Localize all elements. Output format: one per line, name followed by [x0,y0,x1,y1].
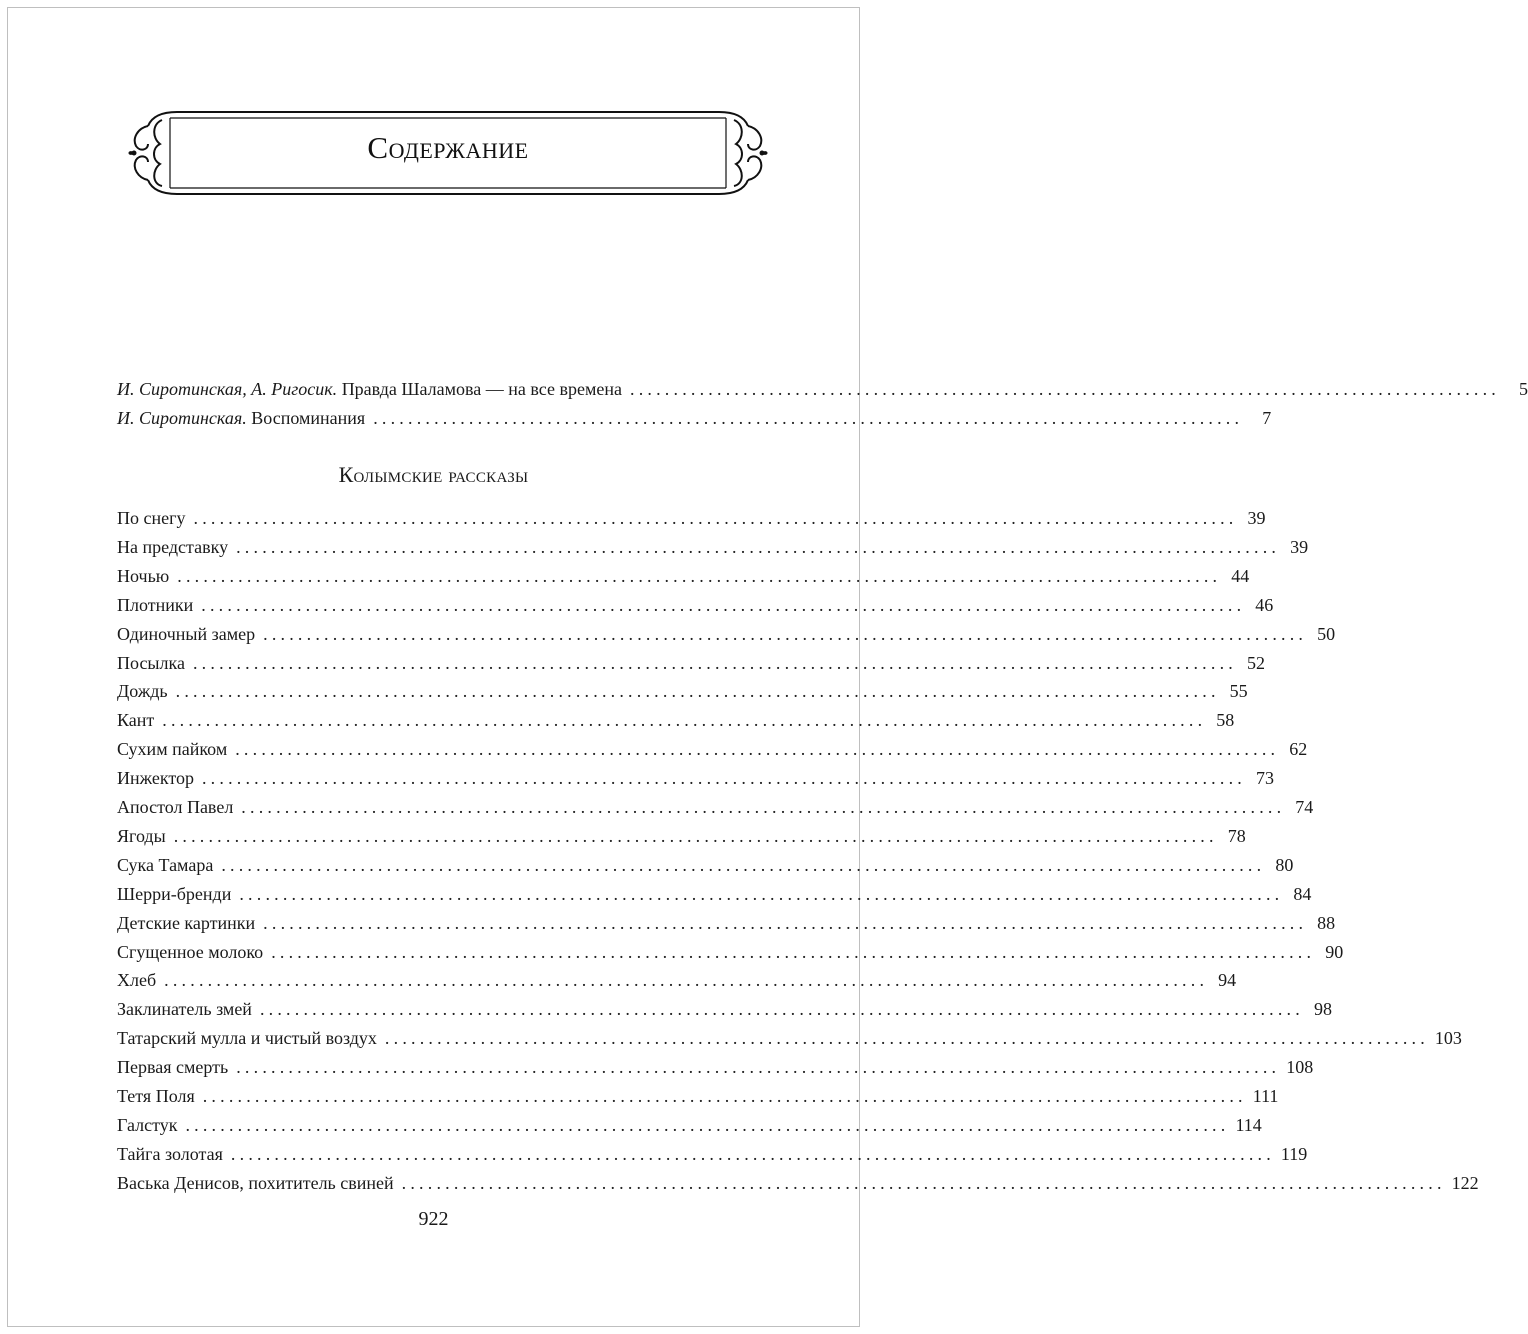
entry-title: По снегу [117,508,186,528]
dot-leader: .................................................................................................... [373,408,1244,428]
dot-leader: ........................................................................................................................ [192,652,1237,673]
entry-page: 73 [1255,768,1274,789]
dot-leader: ........................................................................................................................ [401,1172,1446,1193]
entry-page: 98 [1313,999,1332,1020]
title-frame [122,98,774,208]
toc-entry [117,707,1235,733]
dot-leader: ........................................................................................................................ [173,825,1218,846]
dot-leader: ........................................................................................................................ [259,999,1304,1020]
dot-leader: ........................................................................................................................ [202,1086,1247,1106]
toc-entry [117,996,1332,1022]
dot-leader: ........................................................................................................................ [241,797,1286,817]
toc-entry [117,563,1250,589]
entry-title: Детские картинки [117,912,256,933]
entry-page: 122 [1451,1172,1479,1193]
entry-page: 62 [1289,739,1308,760]
entry-title: Сгущенное молоко [117,941,264,962]
entry-page: 55 [1229,681,1248,702]
toc-entry [117,910,1336,936]
entry-page: 108 [1286,1057,1314,1078]
entry-title: Васька Денисов, похититель свиней [117,1172,394,1193]
entry-title: Ягоды [117,825,166,846]
toc-entry [117,376,1528,402]
toc-entry [117,505,1266,531]
toc-entry [117,794,1314,820]
entry-page: 7 [1262,408,1272,428]
toc-entry [117,621,1336,647]
entry-title: Апостол Павел [117,797,234,817]
entry-page: 111 [1252,1086,1279,1106]
entry-page: 39 [1290,536,1309,557]
entry-title: На представку [117,536,229,557]
toc-entry [117,823,1246,849]
page-number: 922 [418,1208,449,1230]
entry-title: Сухим пайком [117,739,228,760]
toc-entry [117,1170,1479,1196]
dot-leader: ........................................................................................................................ [235,739,1280,760]
entry-page: 39 [1247,508,1266,528]
entry-title: Дождь [117,681,168,702]
dot-leader: ........................................................................................................................ [162,710,1207,731]
dot-leader: ........................................................................................................................ [201,768,1246,789]
dot-leader: ........................................................................................................................ [201,594,1246,615]
dot-leader: ........................................................................................................................ [221,854,1266,875]
dot-leader: ........................................................................................................................ [230,1143,1275,1164]
entry-page: 94 [1218,970,1237,991]
dot-leader: ........................................................................................................................ [193,508,1238,528]
entry-title: Ночью [117,565,170,586]
entry-page: 52 [1246,652,1265,673]
entry-title: Шерри-бренди [117,883,232,904]
toc-entry [117,405,1272,431]
entry-page: 58 [1216,710,1235,731]
toc-entry [117,534,1309,560]
entry-page: 5 [1519,379,1528,399]
entry-page: 46 [1255,594,1274,615]
toc-entry [117,650,1265,676]
entry-title: Хлеб [117,970,157,991]
entry-title: Заклинатель змей [117,999,252,1020]
toc-entry [117,967,1237,993]
entry-page: 50 [1317,623,1336,644]
dot-leader: ........................................................................................................................ [185,1114,1230,1135]
entry-page: 103 [1434,1028,1462,1049]
entry-title: Одиночный замер [117,623,256,644]
entry-page: 119 [1280,1143,1308,1164]
entry-title: Сука Тамара [117,854,214,875]
dot-leader: ........................................................................................................................ [177,565,1222,586]
entry-page: 78 [1227,825,1246,846]
dot-leader: ........................................................................................................................ [263,912,1308,933]
entry-title: Воспоминания [251,408,366,428]
entry-page: 88 [1317,912,1336,933]
toc-entry [117,765,1274,791]
entry-title: Первая смерть [117,1057,229,1078]
entry-page: 74 [1295,797,1314,817]
dot-leader: ........................................................................................................................ [263,623,1308,644]
toc-entry [117,1054,1314,1080]
toc-entry [117,939,1344,965]
dot-leader: ........................................................................................................................ [384,1028,1429,1049]
dot-leader: ........................................................................................................................ [271,941,1316,962]
entry-title: Правда Шаламова — на все времена [341,379,622,399]
toc-entry [117,1083,1279,1109]
page-title: Содержание [367,130,529,165]
entry-page: 114 [1235,1114,1262,1135]
toc-entry [117,592,1274,618]
toc-entry [117,881,1312,907]
entry-page: 44 [1231,565,1250,586]
entry-page: 90 [1325,941,1344,962]
dot-leader: ........................................................................................................................ [164,970,1209,991]
entry-page: 84 [1293,883,1312,904]
entry-author: И. Сиротинская, А. Ригосик. [117,379,338,399]
dot-leader: .................................................................................................... [630,379,1500,399]
toc-entry [117,678,1248,704]
toc-entry [117,736,1308,762]
entry-title: Инжектор [117,768,194,789]
entry-title: Тайга золотая [117,1143,223,1164]
dot-leader: ........................................................................................................................ [239,883,1284,904]
entry-title: Татарский мулла и чистый воздух [117,1028,377,1049]
toc-entry [117,1025,1462,1051]
dot-leader: ........................................................................................................................ [236,1057,1281,1078]
toc-entry [117,1141,1308,1167]
dot-leader: ........................................................................................................................ [175,681,1220,702]
toc-entry [117,852,1294,878]
entry-title: Галстук [117,1114,178,1135]
dot-leader: ........................................................................................................................ [236,536,1281,557]
entry-author: И. Сиротинская. [117,408,247,428]
section-heading: Колымские рассказы [338,462,529,487]
entry-title: Тетя Поля [117,1086,195,1106]
entry-title: Посылка [117,652,185,673]
entry-title: Кант [117,710,155,731]
entry-title: Плотники [117,594,194,615]
entry-page: 80 [1275,854,1294,875]
toc-entry [117,1112,1262,1138]
